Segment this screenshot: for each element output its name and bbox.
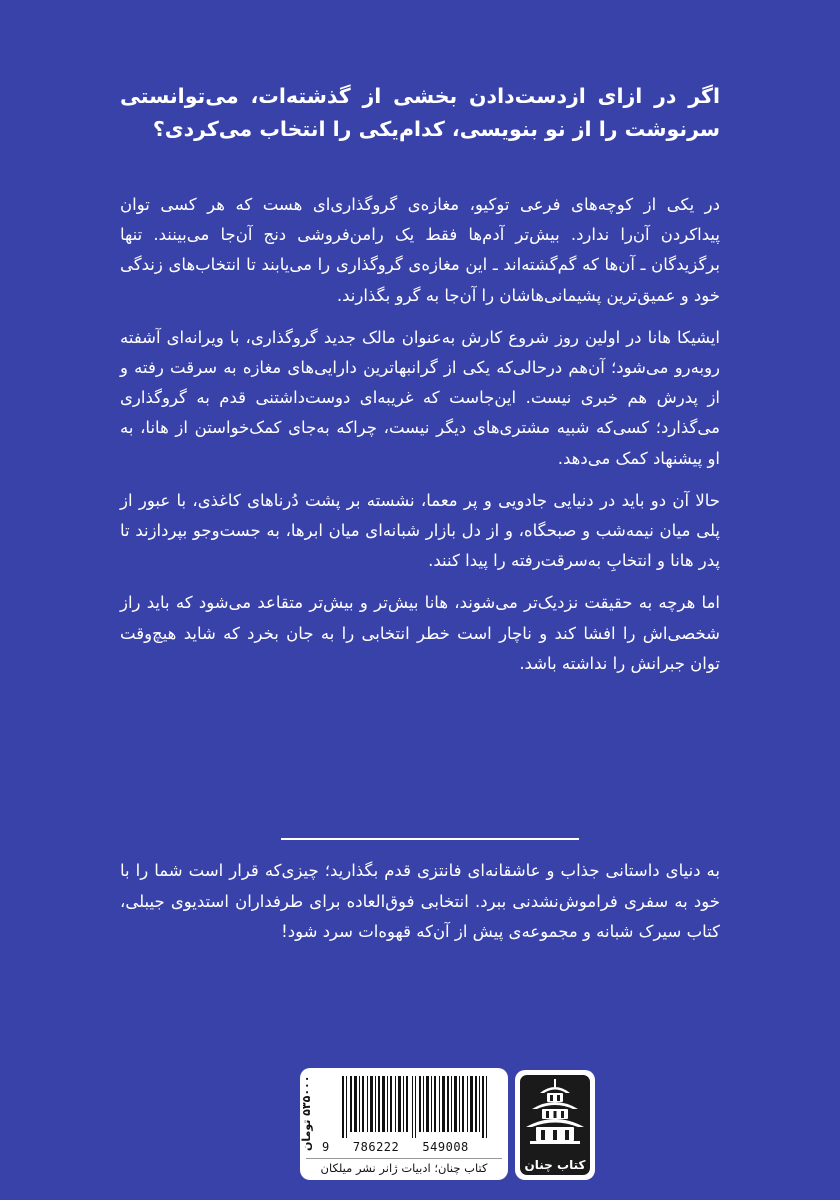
promo-paragraph: به دنیای داستانی جذاب و عاشقانه‌ای فانتزی قدم بگذارید؛ چیزی‌که قرار است شما را با خود به سفری فراموش‌نشدنی ببرد. انتخابی فوق‌العاده برای طرفداران استدیوی جیبلی، کتاب سیرک شبانه و مجموعه‌ی پیش از آن‌که قهوه‌ات سرد شود! [120, 861, 720, 941]
barcode-panel [300, 1068, 508, 1180]
isbn-barcode [342, 1076, 492, 1138]
series-label: کتاب چنان؛ ادبیات ژانر نشر میلکان [306, 1158, 502, 1175]
publisher-logo [515, 1070, 595, 1180]
promo-text [120, 856, 720, 948]
synopsis-paragraph-3: حالا آن دو باید در دنیایی جادویی و پر معما، نشسته بر پشت دُرناهای کاغذی، با عبور از پلی میان نیمه‌شب و صبحگاه، و از دل بازار شبانه‌ای میان ابرها، به جست‌وجو بپردازند تا پدر هانا و انتخابِ به‌سرقت‌رفته را پیدا کنند. [120, 490, 720, 571]
pagoda-icon [520, 1077, 590, 1149]
synopsis-paragraph-4: اما هرچه به حقیقت نزدیک‌تر می‌شوند، هانا بیش‌تر و بیش‌تر متقاعد می‌شود که باید راز شخصی‌اش را افشا کند و ناچار است خطر انتخابی را به جان بخرد که شاید هیچ‌وقت توان جبرانش را نداشته باشد. [120, 593, 720, 673]
synopsis [120, 190, 720, 691]
synopsis-paragraph-1: در یکی از کوچه‌های فرعی توکیو، مغازه‌ی گروگذاری‌ای هست که هر کسی توان پیداکردن آن‌را ندارد. بیش‌تر آدم‌ها فقط یک رامن‌فروشی دنج آن‌جا می‌بینند. تنها برگزیدگان ـ آن‌ها که گم‌گشته‌اند ـ این مغازه‌ی گروگذاری را می‌یابند تا انتخاب‌های زندگی خود و عمیق‌ترین پشیمانی‌هاشان را آن‌جا به گرو بگذارند. [120, 195, 720, 305]
divider [281, 838, 579, 840]
price-label: ۵۳۵۰۰۰ تومان [300, 1075, 313, 1151]
synopsis-paragraph-2: ایشیکا هانا در اولین روز شروع کارش به‌عنوان مالک جدید گروگذاری، با ویرانه‌ای آشفته روبه‌رو می‌شود؛ آن‌هم درحالی‌که یکی از گرانبهاترین دارایی‌های مغازه به سرقت رفته و از پدرش هم خبری نیست. این‌جاست که غریبه‌ای دوست‌داشتنی قدم به گروگذاری می‌گذارد؛ کسی‌که شبیه مشتری‌های دیگر نیست، چراکه به‌جای کمک‌خواستن از هانا، به او پیشنهاد کمک می‌دهد. [120, 327, 720, 468]
headline: اگر در ازای ازدست‌دادن بخشی از گذشته‌ات، می‌توانستی سرنوشت را از نو بنویسی، کدام‌یکی را انتخاب می‌کردی؟ [120, 84, 720, 141]
publisher-name: کتاب چنان [524, 1158, 586, 1172]
isbn-number: 9 786222 549008 [322, 1140, 469, 1154]
